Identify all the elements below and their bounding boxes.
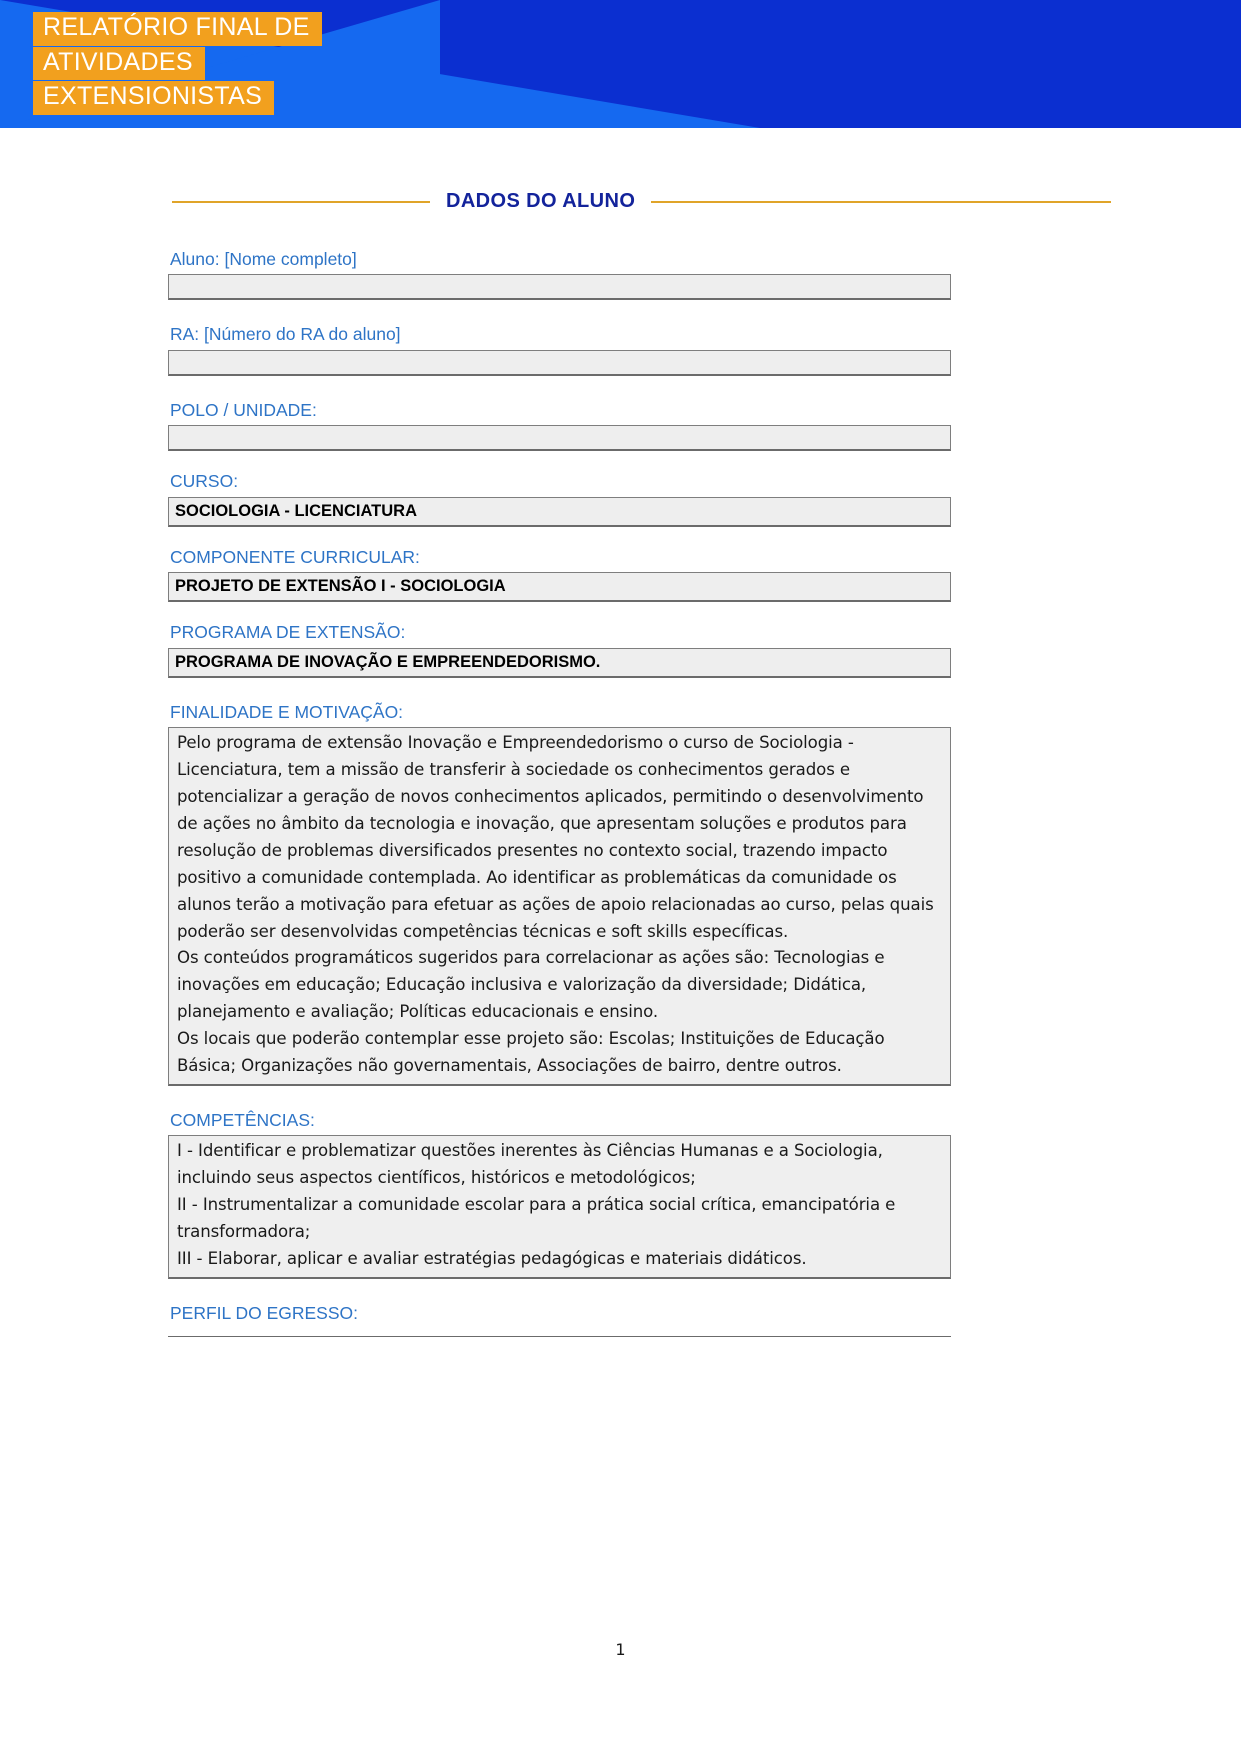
field-polo-unidade-label: POLO / UNIDADE: (170, 399, 317, 420)
header-banner (0, 0, 1241, 128)
field-perfil-egresso-label: PERFIL DO EGRESSO: (170, 1302, 359, 1323)
field-componente-curricular-label: COMPONENTE CURRICULAR: (170, 546, 420, 567)
field-aluno (168, 247, 951, 300)
competencias-paragraph-2: II - Instrumentalizar a comunidade escolar para a prática social crítica, emancipatória e transformadora; (177, 1194, 896, 1241)
competencias-paragraph-1: I - Identificar e problematizar questões inerentes às Ciências Humanas e a Sociologia, incluindo seus aspectos científicos, históricos e metodológicos; (177, 1141, 883, 1188)
spacer (168, 304, 951, 322)
field-programa-extensao-label: PROGRAMA DE EXTENSÃO: (170, 622, 406, 643)
finalidade-paragraph-1: Pelo programa de extensão Inovação e Empreendedorismo o curso de Sociologia - Licenciatura, tem a missão de transferir à sociedade os conhecimentos gerados e potencializar a geração de novos conhecimentos aplicados, permitindo o desenvolvimento de ações no âmbito da tecnologia e inovação, que apresentam soluções e produtos para resolução de problemas diversificados presentes no contexto social, trazendo impacto positivo a comunidade contemplada. Ao identificar as problemáticas da comunidade os alunos terão a motivação para efetuar as ações de apoio relacionadas ao curso, pelas quais poderão ser desenvolvidas competências técnicas e soft skills específicas. (177, 733, 934, 941)
field-ra-label: RA: [Número do RA do aluno] (170, 324, 401, 345)
section-header-dados-do-aluno (172, 190, 1111, 213)
field-finalidade-motivacao-textarea[interactable] (168, 727, 951, 1085)
field-programa-extensao-input[interactable] (168, 648, 951, 678)
spacer (168, 682, 951, 700)
field-componente-curricular (168, 545, 951, 603)
section-rule-left (172, 201, 430, 203)
field-ra-input[interactable] (168, 350, 951, 376)
finalidade-paragraph-2: Os conteúdos programáticos sugeridos para correlacionar as ações são: Tecnologias e inovações em educação; Educação inclusiva e valorização da diversidade; Didática, planejamento e avaliação; Políticas educacionais e ensino. (177, 948, 885, 1022)
field-aluno-input[interactable] (168, 274, 951, 300)
spacer (168, 606, 951, 620)
finalidade-paragraph-3: Os locais que poderão contemplar esse projeto são: Escolas; Instituições de Educação Básica; Organizações não governamentais, Associações de bairro, dentre outros. (177, 1029, 885, 1075)
document-page (0, 190, 1241, 1659)
field-perfil-egresso-input[interactable] (168, 1328, 951, 1337)
spacer (168, 380, 951, 398)
field-finalidade-motivacao-label: FINALIDADE E MOTIVAÇÃO: (170, 702, 404, 723)
field-programa-extensao (168, 620, 951, 678)
field-programa-extensao-value: PROGRAMA DE INOVAÇÃO E EMPREENDEDORISMO. (175, 652, 601, 671)
field-polo-unidade (168, 398, 951, 451)
banner-title-line-1: RELATÓRIO FINAL DE (33, 12, 322, 46)
field-perfil-egresso (168, 1301, 951, 1337)
spacer (168, 1090, 951, 1108)
page-footer (0, 1640, 1241, 1659)
competencias-paragraph-3: III - Elaborar, aplicar e avaliar estratégias pedagógicas e materiais didáticos. (177, 1248, 807, 1268)
field-competencias-textarea[interactable] (168, 1135, 951, 1278)
field-ra (168, 322, 951, 375)
spacer (168, 1283, 951, 1301)
banner-title-line-2: ATIVIDADES (33, 47, 205, 81)
field-aluno-label: Aluno: [Nome completo] (170, 249, 357, 269)
spacer (168, 531, 951, 545)
page-number: 1 (615, 1640, 626, 1659)
field-curso-input[interactable] (168, 497, 951, 527)
field-finalidade-motivacao (168, 700, 951, 1086)
banner-title (33, 12, 322, 116)
student-data-form (168, 213, 951, 1337)
spacer (168, 455, 951, 469)
field-competencias (168, 1108, 951, 1279)
field-componente-curricular-input[interactable] (168, 572, 951, 602)
field-curso (168, 469, 951, 527)
section-rule-right (651, 201, 1111, 203)
field-polo-unidade-input[interactable] (168, 425, 951, 451)
field-componente-curricular-value: PROJETO DE EXTENSÃO I - SOCIOLOGIA (175, 577, 506, 596)
field-competencias-label: COMPETÊNCIAS: (170, 1109, 315, 1130)
banner-title-line-3: EXTENSIONISTAS (33, 81, 274, 115)
field-curso-label: CURSO: (170, 471, 239, 492)
field-curso-value: SOCIOLOGIA - LICENCIATURA (175, 501, 417, 520)
page-title: DADOS DO ALUNO (446, 190, 636, 212)
